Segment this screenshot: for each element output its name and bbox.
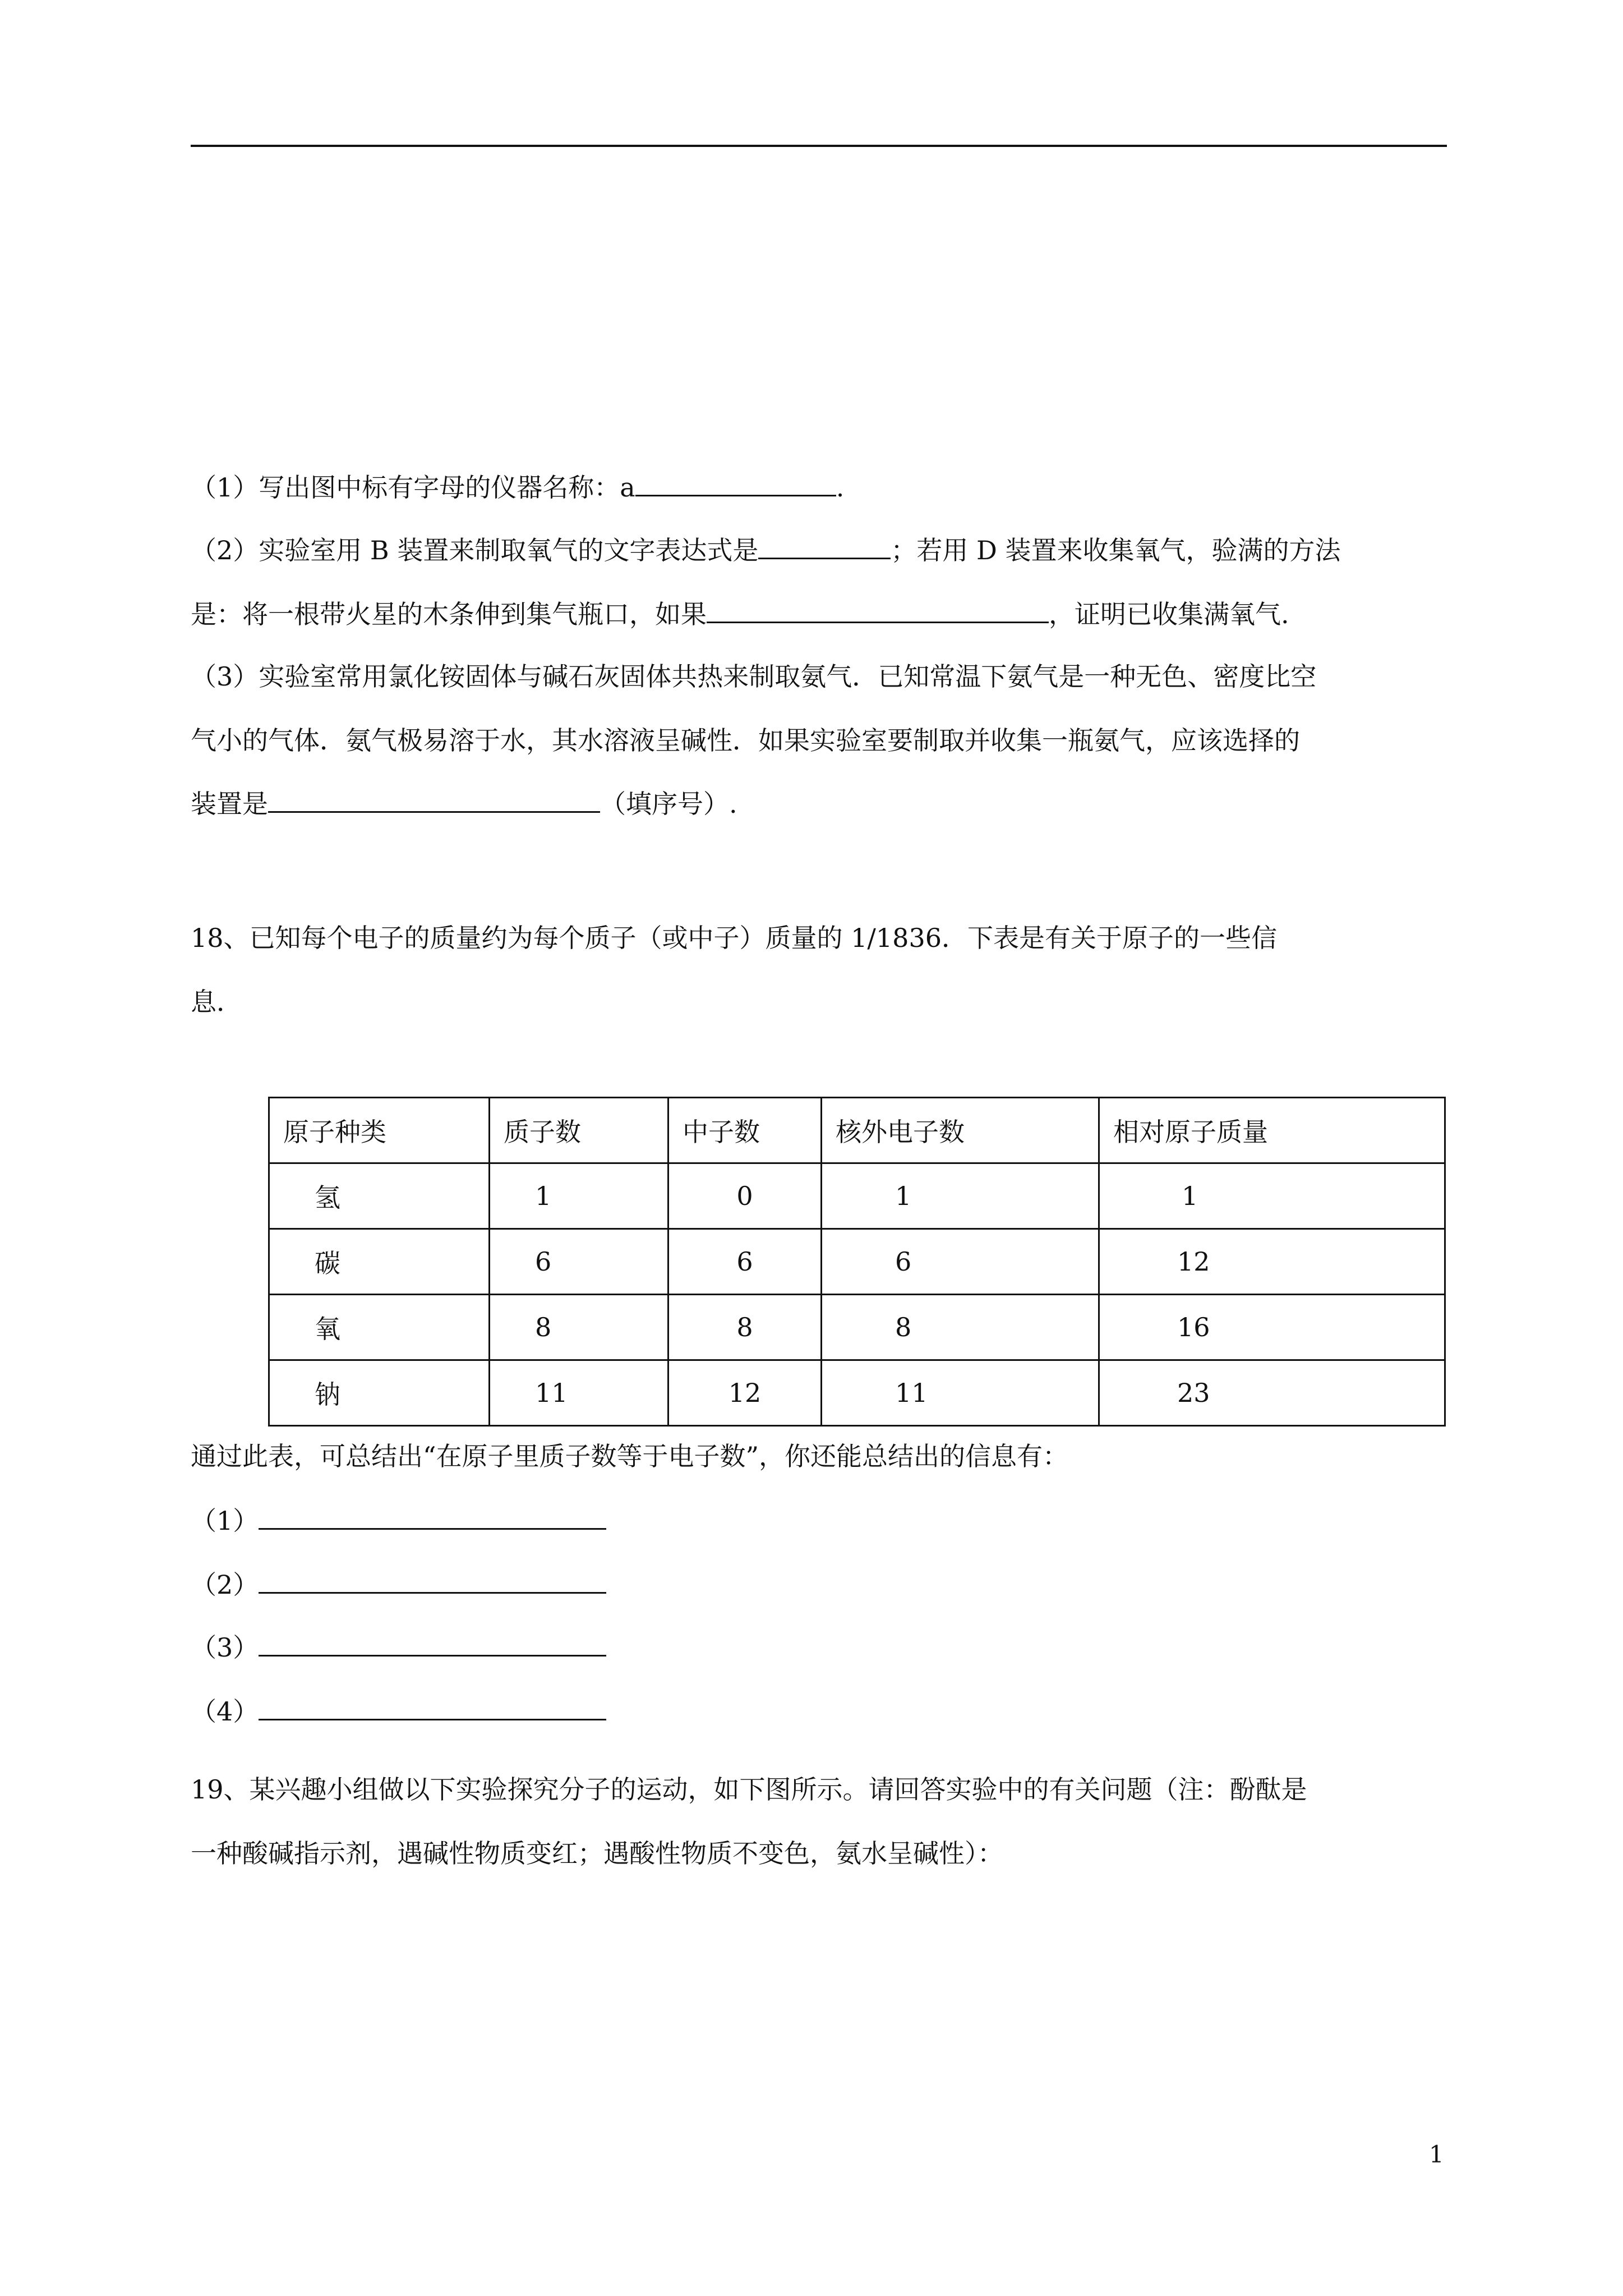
header-rule (191, 145, 1447, 147)
q18-summary: 通过此表，可总结出“在原子里质子数等于电子数”，你还能总结出的信息有： (191, 1441, 1069, 1471)
answer-blank-2[interactable] (259, 1567, 606, 1594)
table-cell: 8 (668, 1295, 822, 1360)
table-cell: 11 (822, 1360, 1099, 1426)
table-cell: 1 (490, 1163, 668, 1229)
table-row (269, 1229, 1445, 1295)
answer-blank-4[interactable] (259, 1694, 606, 1720)
header-electrons: 核外电子数 (822, 1098, 1099, 1163)
table-header-row (269, 1098, 1445, 1163)
header-neutrons: 中子数 (668, 1098, 822, 1163)
header-protons: 质子数 (490, 1098, 668, 1163)
table-cell: 12 (668, 1360, 822, 1426)
table-cell: 23 (1099, 1360, 1445, 1426)
answer-blank-1[interactable] (259, 1503, 606, 1530)
q19-line2: 一种酸碱指示剂，遇碱性物质变红；遇酸性物质不变色，氨水呈碱性）： (191, 1838, 1003, 1869)
q18-line1: 18、已知每个电子的质量约为每个质子（或中子）质量的 1/1836．下表是有关于原子的一些信 (191, 923, 1277, 953)
q18-item-2: （2） (191, 1567, 606, 1602)
q19-line1: 19、某兴趣小组做以下实验探究分子的运动，如下图所示。请回答实验中的有关问题（注：酚酞是 (191, 1774, 1307, 1805)
q17-part3-line2: 气小的气体．氨气极易溶于水，其水溶液呈碱性．如果实验室要制取并收集一瓶氨气，应该选择的 (191, 725, 1300, 756)
table-cell: 6 (668, 1229, 822, 1295)
table-cell: 8 (822, 1295, 1099, 1360)
table-cell: 碳 (269, 1229, 490, 1295)
q17-part3-line1: （3）实验室常用氯化铵固体与碱石灰固体共热来制取氨气．已知常温下氨气是一种无色、密度比空 (191, 661, 1317, 692)
table-row (269, 1163, 1445, 1229)
table-cell: 8 (490, 1295, 668, 1360)
table-cell: 氧 (269, 1295, 490, 1360)
table-cell: 0 (668, 1163, 822, 1229)
table-cell: 1 (822, 1163, 1099, 1229)
q18-item-3: （3） (191, 1630, 606, 1664)
table-cell: 6 (822, 1229, 1099, 1295)
header-relative-mass: 相对原子质量 (1099, 1098, 1445, 1163)
table-cell: 6 (490, 1229, 668, 1295)
answer-blank-a[interactable] (635, 470, 836, 496)
table-cell: 16 (1099, 1295, 1445, 1360)
table-cell: 11 (490, 1360, 668, 1426)
answer-blank-apparatus[interactable] (268, 786, 600, 813)
header-atom-type: 原子种类 (269, 1098, 490, 1163)
table-row (269, 1295, 1445, 1360)
answer-blank-phenomenon[interactable] (707, 597, 1049, 623)
answer-blank-expression[interactable] (758, 533, 891, 559)
q18-item-1: （1） (191, 1503, 606, 1538)
q17-part2-line2: 是：将一根带火星的木条伸到集气瓶口，如果 ，证明已收集满氧气. (191, 597, 1289, 631)
answer-blank-3[interactable] (259, 1630, 606, 1657)
q17-part3-line3: 装置是 （填序号）. (191, 786, 737, 821)
q18-item-4: （4） (191, 1694, 606, 1728)
q17-part2-line1: （2）实验室用 B 装置来制取氧气的文字表达式是 ；若用 D 装置来收集氧气，验满的方法 (191, 533, 1340, 567)
table-cell: 1 (1099, 1163, 1445, 1229)
table-cell: 12 (1099, 1229, 1445, 1295)
page-number: 1 (1429, 2141, 1444, 2168)
table-row (269, 1360, 1445, 1426)
atom-info-table (268, 1097, 1446, 1427)
q17-part1: （1）写出图中标有字母的仪器名称：a . (191, 470, 844, 504)
q18-line2: 息． (191, 987, 242, 1017)
table-cell: 氢 (269, 1163, 490, 1229)
table-cell: 钠 (269, 1360, 490, 1426)
